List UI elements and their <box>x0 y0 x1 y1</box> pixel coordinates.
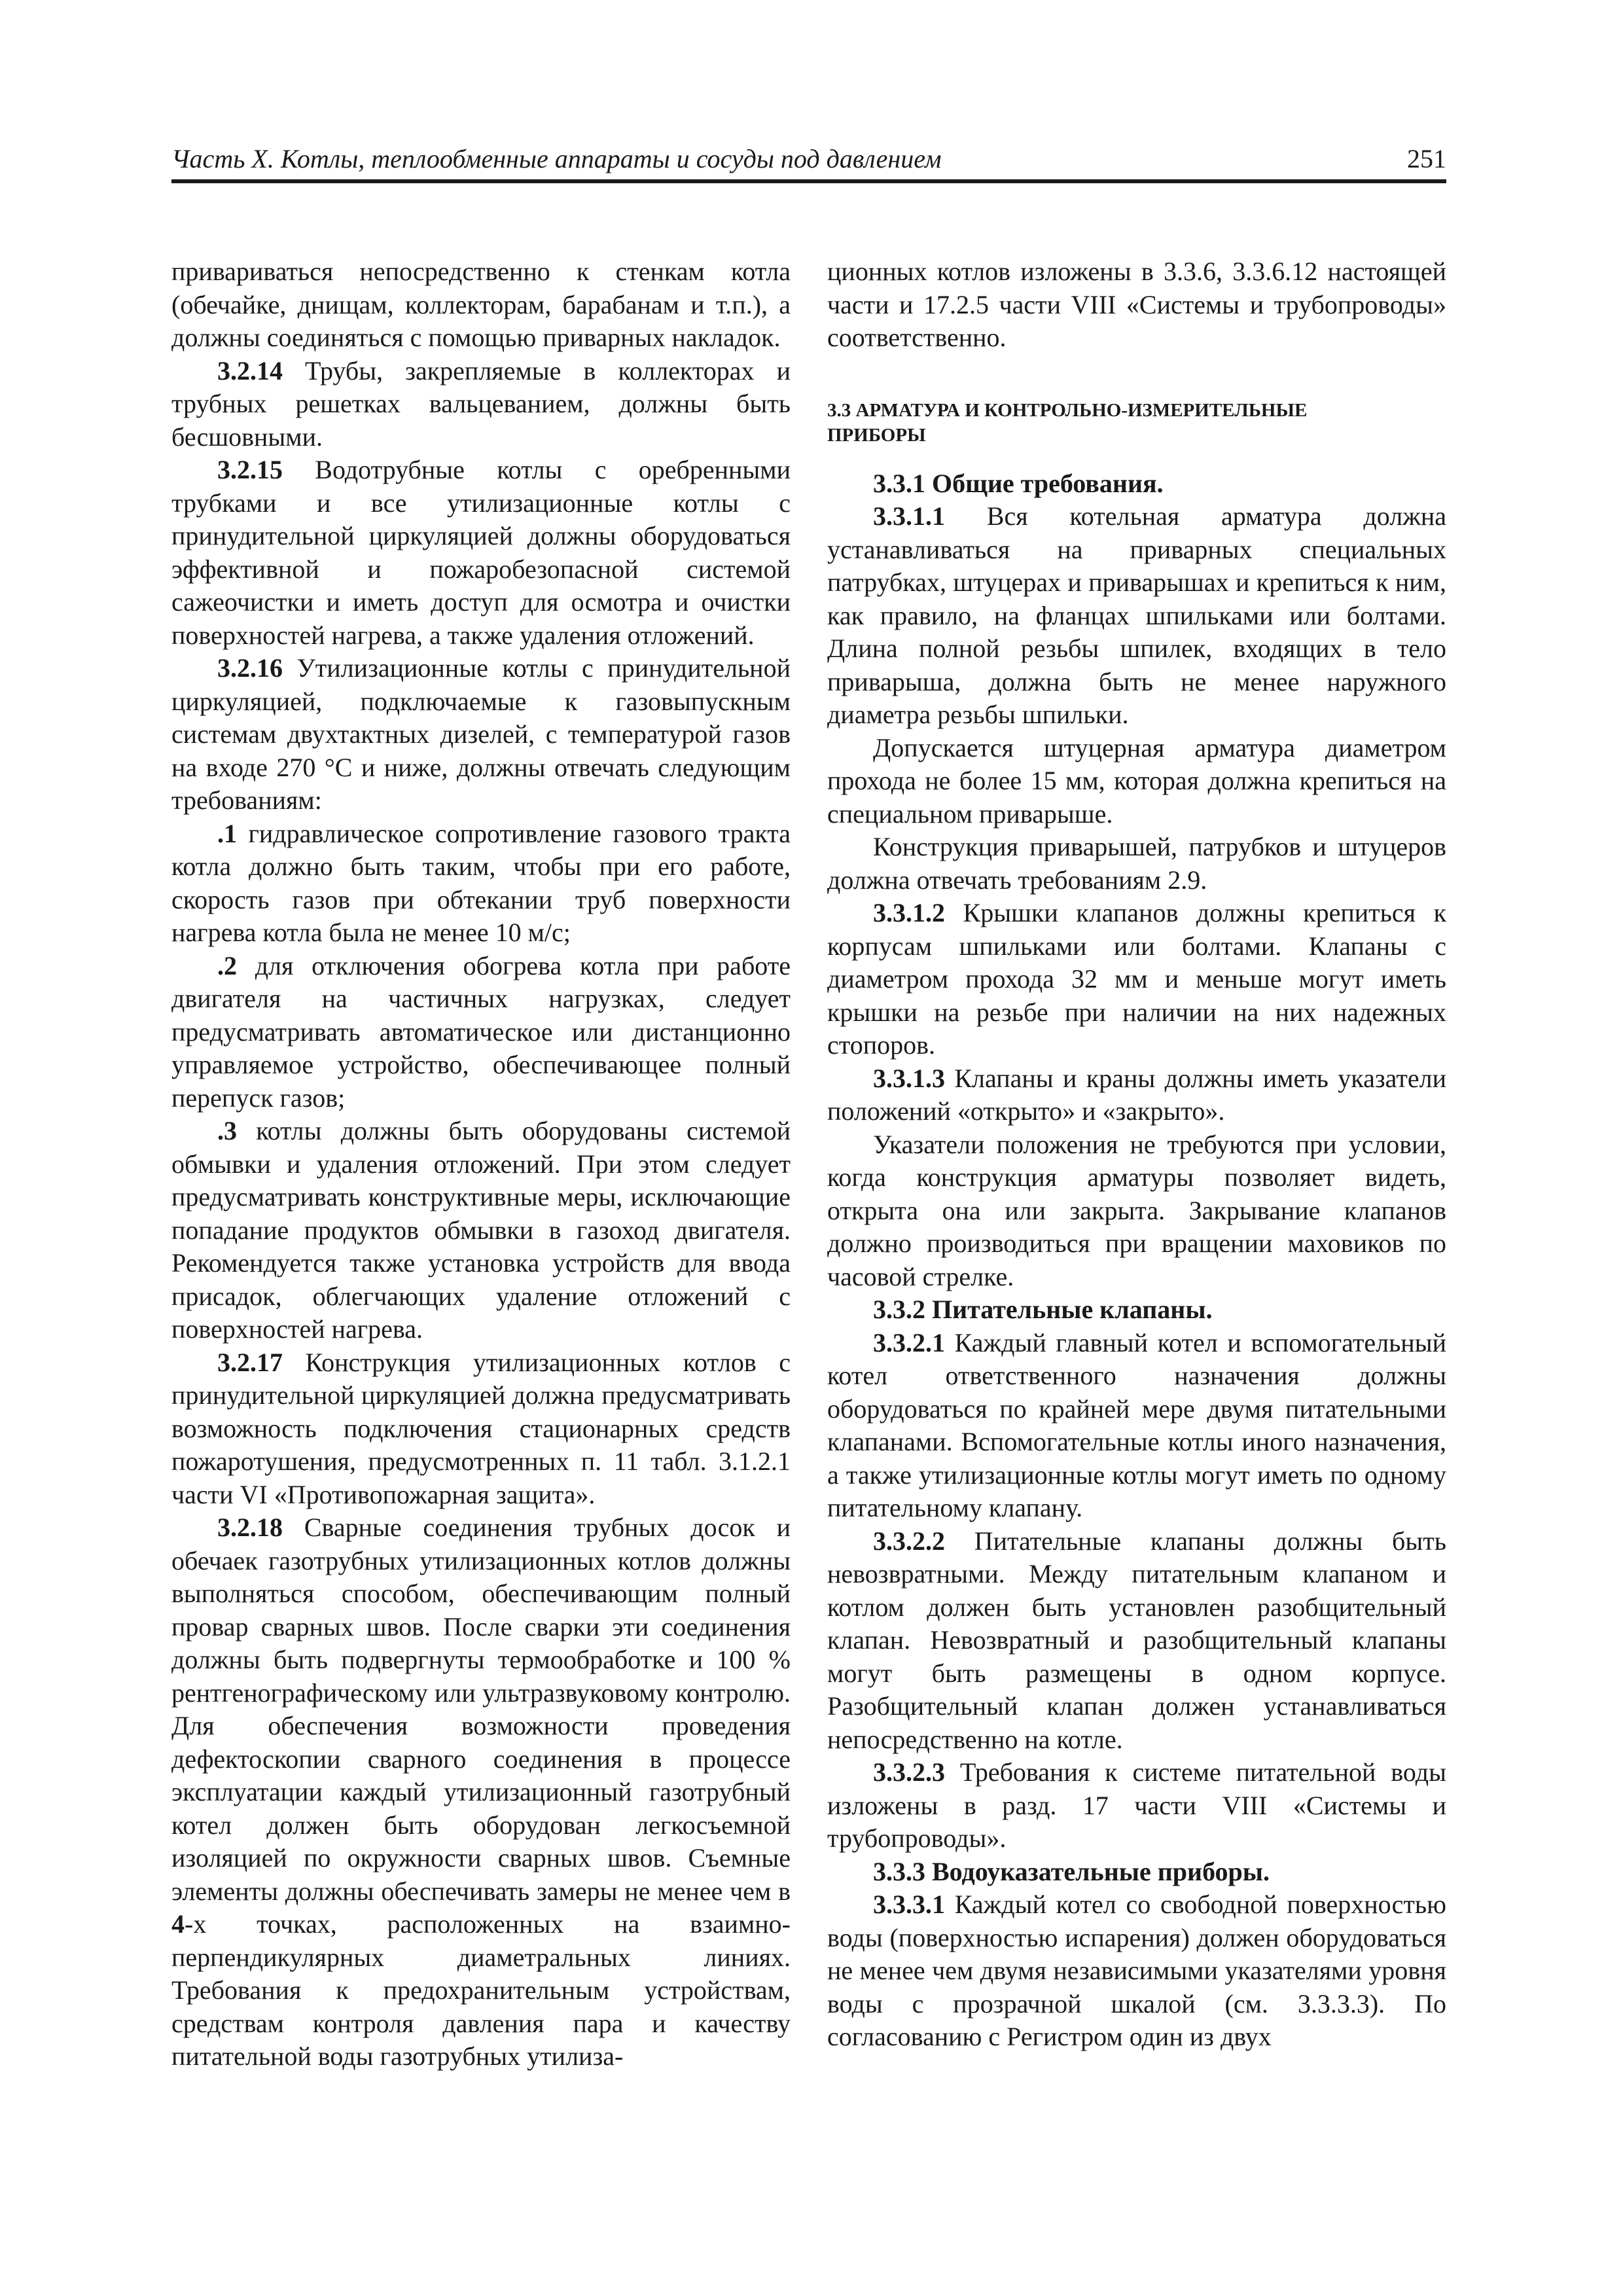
paragraph-continuation: ционных котлов изложены в 3.3.6, 3.3.6.12 настоящей части и 17.2.5 части VIII «Системы и трубопроводы» соответственно. <box>827 257 1446 352</box>
clause-text-continued: -х точках, расположенных на взаимно-перпендикулярных диаметральных линиях. Требования к предохранительным устройствам, средствам контроля давления пара и качеству питательной воды газотрубных утилиза- <box>171 1909 791 2071</box>
clause-number: 3.2.15 <box>217 455 283 484</box>
paragraph-3-2-16 <box>171 652 791 817</box>
clause-text: Сварные соединения трубных досок и обечаек газотрубных утилизационных котлов должны выполняться способом, обеспечивающим полный провар сварных швов. После сварки эти соединения должны быть подвергнуты термообработке и 100 % рентгенографическому или ультразвуковому контролю. Для обеспечения возможности проведения дефектоскопии сварного соединения в процессе эксплуатации каждый утилизационный газотрубный котел должен быть оборудован легкосъемной изоляцией по окружности сварных швов. Съемные элементы должны обеспечивать замеры не менее чем в <box>171 1513 791 1906</box>
clause-text: Трубы, закрепляемые в коллекторах и трубных решетках вальцеванием, должны быть бесшовными. <box>171 355 791 452</box>
clause-text: Клапаны и краны должны иметь указатели положений «открыто» и «закрыто». <box>827 1063 1446 1126</box>
header-title: Часть X. Котлы, теплообменные аппараты и сосуды под давлением <box>171 144 942 173</box>
clause-text: Каждый главный котел и вспомогательный котел ответственного назначения должны оборудоваться по крайней мере двумя питательными клапанами. Вспомогательные котлы иного назначения, а также утилизационные котлы могут иметь по одному питательному клапану. <box>827 1327 1446 1522</box>
item-text: гидравлическое сопротивление газового тракта котла должно быть таким, чтобы при его работе, скорость газов при обтекании труб поверхности нагрева котла была не менее 10 м/с; <box>171 818 791 947</box>
clause-number: 3.3.1.1 <box>873 501 945 531</box>
clause-number: 3.2.17 <box>217 1347 283 1377</box>
paragraph-allowance: Допускается штуцерная арматура диаметром прохода не более 15 мм, которая должна крепиться на специальном приварыше. <box>827 732 1446 829</box>
paragraph-3-3-1-2 <box>827 897 1446 1062</box>
item-number: .2 <box>217 950 237 980</box>
item-text: для отключения обогрева котла при работе двигателя на частичных нагрузках, следует предусматривать автоматическое или дистанционно управляемое устройство, обеспечивающее полный перепуск газов; <box>171 950 791 1113</box>
list-item-1 <box>171 817 791 950</box>
clause-number: 3.3.1.2 <box>873 898 945 927</box>
paragraph-continuation: привариваться непосредственно к стенкам котла (обечайке, днищам, коллекторам, барабанам и т.п.), а должны соединяться с помощью приварных накладок. <box>171 257 791 352</box>
paragraph-3-2-17 <box>171 1346 791 1512</box>
clause-text: Крышки клапанов должны крепиться к корпусам шпильками или болтами. Клапаны с диаметром прохода 32 мм и меньше могут иметь крышки на резьбе при наличии на них надежных стопоров. <box>827 898 1446 1060</box>
clause-number: 3.3.2.3 <box>873 1757 945 1787</box>
subsection-heading-3-3-1: 3.3.1 Общие требования. <box>873 468 1164 498</box>
paragraph-3-3-2-1 <box>827 1327 1446 1525</box>
bold-digit: 4 <box>171 1909 185 1939</box>
left-column <box>171 255 791 2073</box>
section-title-line-1: 3.3 АРМАТУРА И КОНТРОЛЬНО-ИЗМЕРИТЕЛЬНЫЕ <box>827 399 1308 421</box>
running-header <box>171 143 1446 183</box>
clause-text: Питательные клапаны должны быть невозвратными. Между питательным клапаном и котлом должен быть установлен разобщительный клапан. Невозвратный и разобщительный клапаны могут быть размещены в одном корпусе. Разобщительный клапан должен устанавливаться непосредственно на котле. <box>827 1526 1446 1754</box>
paragraph-3-3-2-2 <box>827 1525 1446 1757</box>
item-text: котлы должны быть оборудованы системой обмывки и удаления отложений. При этом следует предусматривать конструктивные меры, исключающие попадание продуктов обмывки в газоход двигателя. Рекомендуется также установка устройств для ввода присадок, облегчающих удаление отложений с поверхностей нагрева. <box>171 1116 791 1344</box>
item-number: .1 <box>217 818 237 848</box>
list-item-3 <box>171 1115 791 1346</box>
paragraph-indicators: Указатели положения не требуются при условии, когда конструкция арматуры позволяет видеть, открыта она или закрыта. Закрывание клапанов должно производиться при вращении маховиков по часовой стрелке. <box>827 1129 1446 1291</box>
list-item-2 <box>171 950 791 1115</box>
clause-text: Утилизационные котлы с принудительной циркуляцией, подключаемые к газовыпускным системам двухтактных дизелей, с температурой газов на входе 270 °С и ниже, должны отвечать следующим требованиям: <box>171 653 791 815</box>
clause-text: Каждый котел со свободной поверхностью воды (поверхностью испарения) должен оборудоваться не менее чем двумя независимыми указателями уровня воды с прозрачной шкалой (см. 3.3.3.3). По согласованию с Регистром один из двух <box>827 1890 1446 2051</box>
paragraph-construction: Конструкция приварышей, патрубков и штуцеров должна отвечать требованиям 2.9. <box>827 832 1446 895</box>
clause-number: 3.2.14 <box>217 355 283 386</box>
clause-number: 3.2.18 <box>217 1513 283 1542</box>
clause-number: 3.2.16 <box>217 653 283 683</box>
clause-number: 3.3.1.3 <box>873 1063 945 1093</box>
right-column <box>827 255 1446 2054</box>
paragraph-3-2-15 <box>171 454 791 652</box>
paragraph-3-3-2-3 <box>827 1756 1446 1856</box>
clause-text: Водотрубные котлы с оребренными трубками и все утилизационные котлы с принудительной циркуляцией должны оборудоваться эффективной и пожаробезопасной системой сажеочистки и иметь доступ для осмотра и очистки поверхностей нагрева, а также удаления отложений. <box>171 455 791 650</box>
clause-text: Требования к системе питательной воды изложены в разд. 17 части VIII «Системы и трубопроводы». <box>827 1757 1446 1853</box>
section-heading-3-3 <box>827 398 1446 448</box>
page-number: 251 <box>1407 144 1446 173</box>
paragraph-3-3-1-1 <box>827 500 1446 732</box>
paragraph-3-3-3-1 <box>827 1888 1446 2054</box>
clause-number: 3.3.3.1 <box>873 1890 945 1919</box>
clause-text: Конструкция утилизационных котлов с принудительной циркуляцией должна предусматривать возможность подключения стационарных средств пожаротушения, предусмотренных п. 11 табл. 3.1.2.1 части VI «Противопожарная защита». <box>171 1347 791 1509</box>
clause-number: 3.3.2.2 <box>873 1526 945 1556</box>
item-number: .3 <box>217 1116 237 1145</box>
section-title-line-2: ПРИБОРЫ <box>827 424 926 446</box>
subsection-heading-3-3-2: 3.3.2 Питательные клапаны. <box>873 1295 1213 1324</box>
paragraph-3-3-1-3 <box>827 1062 1446 1128</box>
subsection-heading-3-3-3: 3.3.3 Водоуказательные приборы. <box>873 1856 1270 1886</box>
clause-text: Вся котельная арматура должна устанавливаться на приварных специальных патрубках, штуцерах и приварышах и крепиться к ним, как правило, на фланцах шпильками или болтами. Длина полной резьбы шпилек, входящих в тело приварыша, должна быть не менее наружного диаметра резьбы шпильки. <box>827 501 1446 729</box>
paragraph-3-2-18 <box>171 1511 791 2073</box>
clause-number: 3.3.2.1 <box>873 1327 945 1357</box>
paragraph-3-2-14 <box>171 355 791 454</box>
